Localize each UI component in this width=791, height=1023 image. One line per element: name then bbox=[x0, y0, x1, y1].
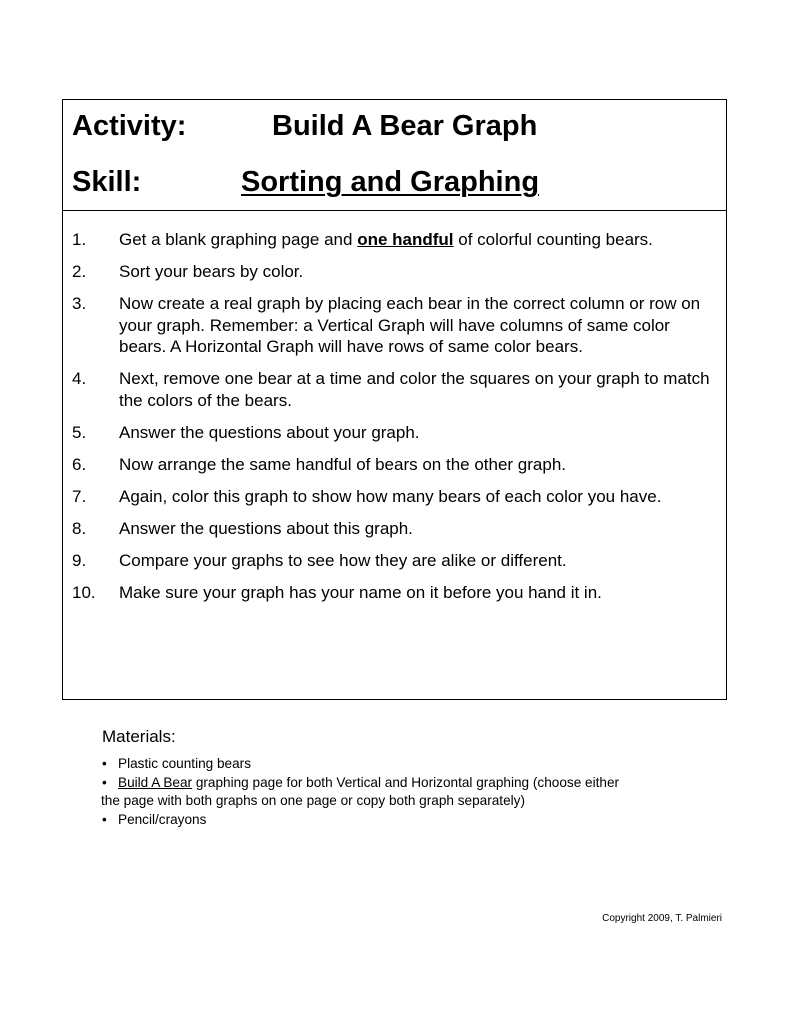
materials-title: Materials: bbox=[102, 727, 176, 746]
step-text: Compare your graphs to see how they are alike or different. bbox=[119, 550, 567, 570]
step-text: Next, remove one bear at a time and color the squares on your graph to match the colors of the bears. bbox=[119, 369, 710, 410]
step-number: 3. bbox=[72, 294, 87, 313]
material-link-text: Build A Bear bbox=[118, 774, 193, 790]
bullet-icon: • bbox=[102, 756, 107, 771]
step-number: 6. bbox=[72, 454, 87, 474]
material-item bbox=[102, 774, 732, 793]
instruction-step bbox=[72, 261, 712, 283]
step-emphasis: one handful bbox=[357, 230, 454, 249]
bullet-icon: • bbox=[102, 774, 107, 790]
step-text: Now create a real graph by placing each bear in the correct column or row on your graph. Remember: a Vertical Graph will have columns of same color bears. A Horizontal Graph will have rows of same color bears. bbox=[119, 294, 701, 356]
instruction-step bbox=[72, 368, 712, 411]
instruction-step bbox=[72, 422, 712, 444]
material-text: Pencil/crayons bbox=[118, 811, 207, 827]
step-number: 7. bbox=[72, 486, 87, 506]
step-text: Get a blank graphing page and bbox=[119, 230, 358, 249]
material-text: the page with both graphs on one page or copy both graph separately) bbox=[101, 793, 525, 808]
step-text: Answer the questions about your graph. bbox=[119, 422, 420, 442]
step-text: of colorful counting bears. bbox=[453, 230, 653, 249]
activity-label: Activity: bbox=[72, 110, 187, 142]
step-text: Sort your bears by color. bbox=[119, 262, 304, 281]
material-item bbox=[102, 811, 732, 830]
materials-list bbox=[102, 755, 732, 829]
material-item bbox=[102, 755, 732, 774]
instruction-step bbox=[72, 486, 712, 508]
step-number: 9. bbox=[72, 550, 87, 570]
copyright-notice: Copyright 2009, T. Palmieri bbox=[602, 913, 722, 924]
step-number: 10. bbox=[72, 582, 96, 602]
step-text: Now arrange the same handful of bears on the other graph. bbox=[119, 454, 567, 474]
instruction-step bbox=[72, 550, 712, 572]
instruction-step bbox=[72, 518, 712, 540]
step-text: Make sure your graph has your name on it before you hand it in. bbox=[119, 582, 602, 602]
step-number: 5. bbox=[72, 422, 87, 442]
instruction-step bbox=[72, 293, 712, 358]
step-number: 1. bbox=[72, 230, 87, 249]
materials-section bbox=[102, 727, 732, 829]
material-text: Plastic counting bears bbox=[118, 756, 251, 771]
instruction-step bbox=[72, 582, 712, 604]
instruction-list bbox=[72, 229, 712, 614]
instruction-step bbox=[72, 454, 712, 476]
step-text: Answer the questions about this graph. bbox=[119, 518, 413, 538]
material-item-continuation bbox=[101, 792, 732, 811]
step-number: 8. bbox=[72, 518, 87, 538]
step-number: 2. bbox=[72, 262, 87, 281]
skill-label: Skill: bbox=[72, 166, 142, 198]
step-text: Again, color this graph to show how many bears of each color you have. bbox=[119, 486, 662, 506]
activity-header bbox=[63, 100, 726, 211]
material-text: graphing page for both Vertical and Horizontal graphing (choose either bbox=[192, 774, 620, 790]
activity-card bbox=[62, 99, 727, 700]
skill-title: Sorting and Graphing bbox=[241, 166, 540, 198]
activity-title: Build A Bear Graph bbox=[272, 110, 538, 142]
bullet-icon: • bbox=[102, 811, 107, 827]
step-number: 4. bbox=[72, 369, 87, 388]
instruction-step bbox=[72, 229, 712, 251]
